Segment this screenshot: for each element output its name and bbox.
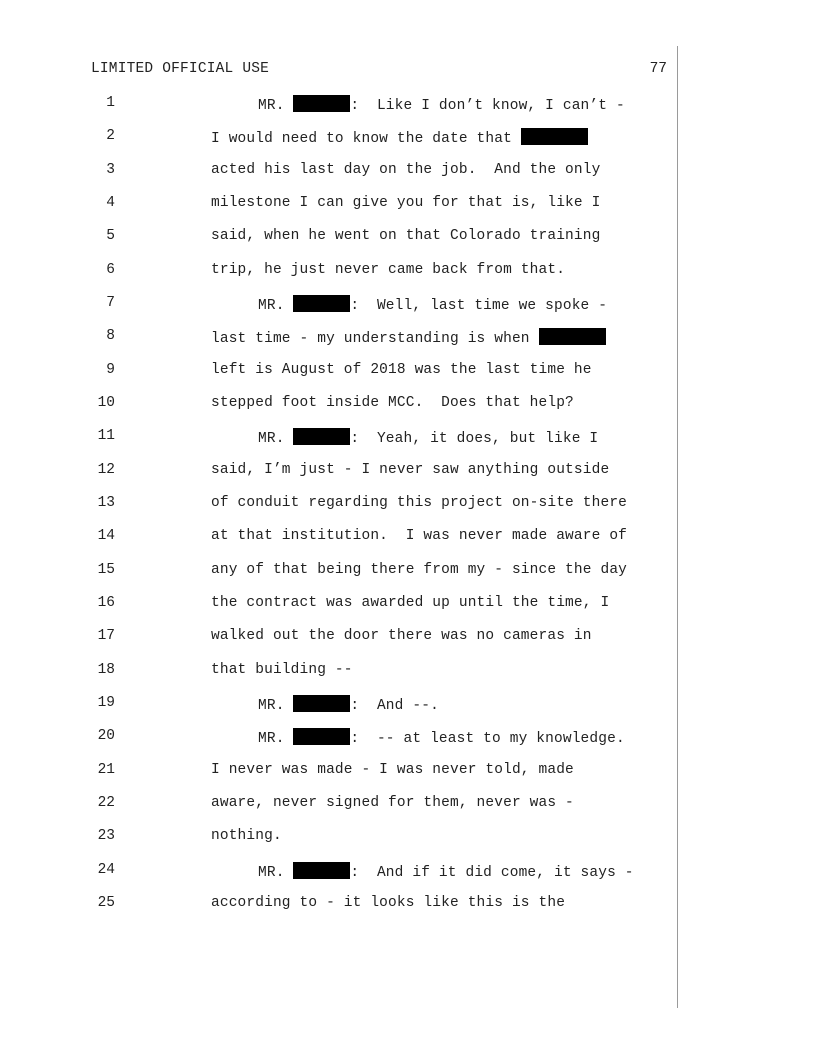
redaction-block — [293, 95, 350, 112]
redaction-block — [539, 328, 606, 345]
line-text: last time - my understanding is when — [211, 328, 606, 347]
line-text: MR. : And --. — [258, 695, 439, 714]
line-number: 21 — [97, 762, 115, 778]
line-number: 6 — [106, 262, 115, 278]
line-text: that building -- — [211, 662, 353, 678]
transcript-line — [0, 691, 816, 715]
line-text: I never was made - I was never told, made — [211, 762, 574, 778]
redaction-block — [293, 295, 350, 312]
transcript-line — [0, 524, 816, 548]
line-number: 25 — [97, 895, 115, 911]
transcript-line — [0, 358, 816, 382]
line-number: 1 — [106, 95, 115, 111]
line-number: 23 — [97, 828, 115, 844]
line-number: 13 — [97, 495, 115, 511]
transcript-line — [0, 724, 816, 748]
redaction-block — [293, 695, 350, 712]
line-number: 19 — [97, 695, 115, 711]
line-number: 17 — [97, 628, 115, 644]
transcript-line — [0, 191, 816, 215]
line-number: 16 — [97, 595, 115, 611]
line-text: any of that being there from my - since the day — [211, 562, 628, 578]
line-number: 20 — [97, 728, 115, 744]
redaction-block — [521, 128, 588, 145]
transcript-line — [0, 258, 816, 282]
line-text: left is August of 2018 was the last time he — [211, 362, 592, 378]
line-text: of conduit regarding this project on-site there — [211, 495, 628, 511]
transcript-line — [0, 824, 816, 848]
line-number: 11 — [97, 428, 115, 444]
line-number: 10 — [97, 395, 115, 411]
transcript-line — [0, 224, 816, 248]
line-number: 12 — [97, 462, 115, 478]
line-text: said, when he went on that Colorado training — [211, 228, 601, 244]
transcript-line — [0, 458, 816, 482]
classification-header: LIMITED OFFICIAL USE — [91, 61, 270, 77]
line-number: 9 — [106, 362, 115, 378]
line-text: the contract was awarded up until the time, I — [211, 595, 610, 611]
transcript-line — [0, 491, 816, 515]
transcript-line — [0, 324, 816, 348]
transcript-line — [0, 658, 816, 682]
transcript-line — [0, 558, 816, 582]
line-number: 18 — [97, 662, 115, 678]
redaction-block — [293, 428, 350, 445]
line-number: 2 — [106, 128, 115, 144]
line-text: according to - it looks like this is the — [211, 895, 566, 911]
transcript-line — [0, 624, 816, 648]
line-text: MR. : -- at least to my knowledge. — [258, 728, 625, 747]
line-number: 15 — [97, 562, 115, 578]
page-number: 77 — [649, 61, 667, 77]
transcript-line — [0, 591, 816, 615]
transcript-line — [0, 391, 816, 415]
redaction-block — [293, 862, 350, 879]
transcript-line — [0, 758, 816, 782]
line-number: 5 — [106, 228, 115, 244]
line-text: I would need to know the date that — [211, 128, 588, 147]
line-text: acted his last day on the job. And the only — [211, 162, 601, 178]
line-text: trip, he just never came back from that. — [211, 262, 566, 278]
line-text: milestone I can give you for that is, like I — [211, 195, 601, 211]
line-text: MR. : Yeah, it does, but like I — [258, 428, 598, 447]
transcript-line — [0, 158, 816, 182]
line-number: 8 — [106, 328, 115, 344]
line-number: 4 — [106, 195, 115, 211]
line-text: at that institution. I was never made aware of — [211, 528, 628, 544]
line-number: 14 — [97, 528, 115, 544]
transcript-line — [0, 791, 816, 815]
line-text: said, I’m just - I never saw anything outside — [211, 462, 610, 478]
line-text: nothing. — [211, 828, 282, 844]
line-text: walked out the door there was no cameras in — [211, 628, 592, 644]
line-number: 7 — [106, 295, 115, 311]
line-text: MR. : And if it did come, it says - — [258, 862, 634, 881]
line-text: MR. : Like I don’t know, I can’t - — [258, 95, 625, 114]
line-number: 3 — [106, 162, 115, 178]
transcript-line — [0, 91, 816, 115]
line-number: 22 — [97, 795, 115, 811]
transcript-line — [0, 891, 816, 915]
line-text: aware, never signed for them, never was - — [211, 795, 574, 811]
redaction-block — [293, 728, 350, 745]
transcript-line — [0, 858, 816, 882]
transcript-line — [0, 424, 816, 448]
line-number: 24 — [97, 862, 115, 878]
line-text: MR. : Well, last time we spoke - — [258, 295, 607, 314]
line-text: stepped foot inside MCC. Does that help? — [211, 395, 574, 411]
transcript-line — [0, 291, 816, 315]
transcript-line — [0, 124, 816, 148]
